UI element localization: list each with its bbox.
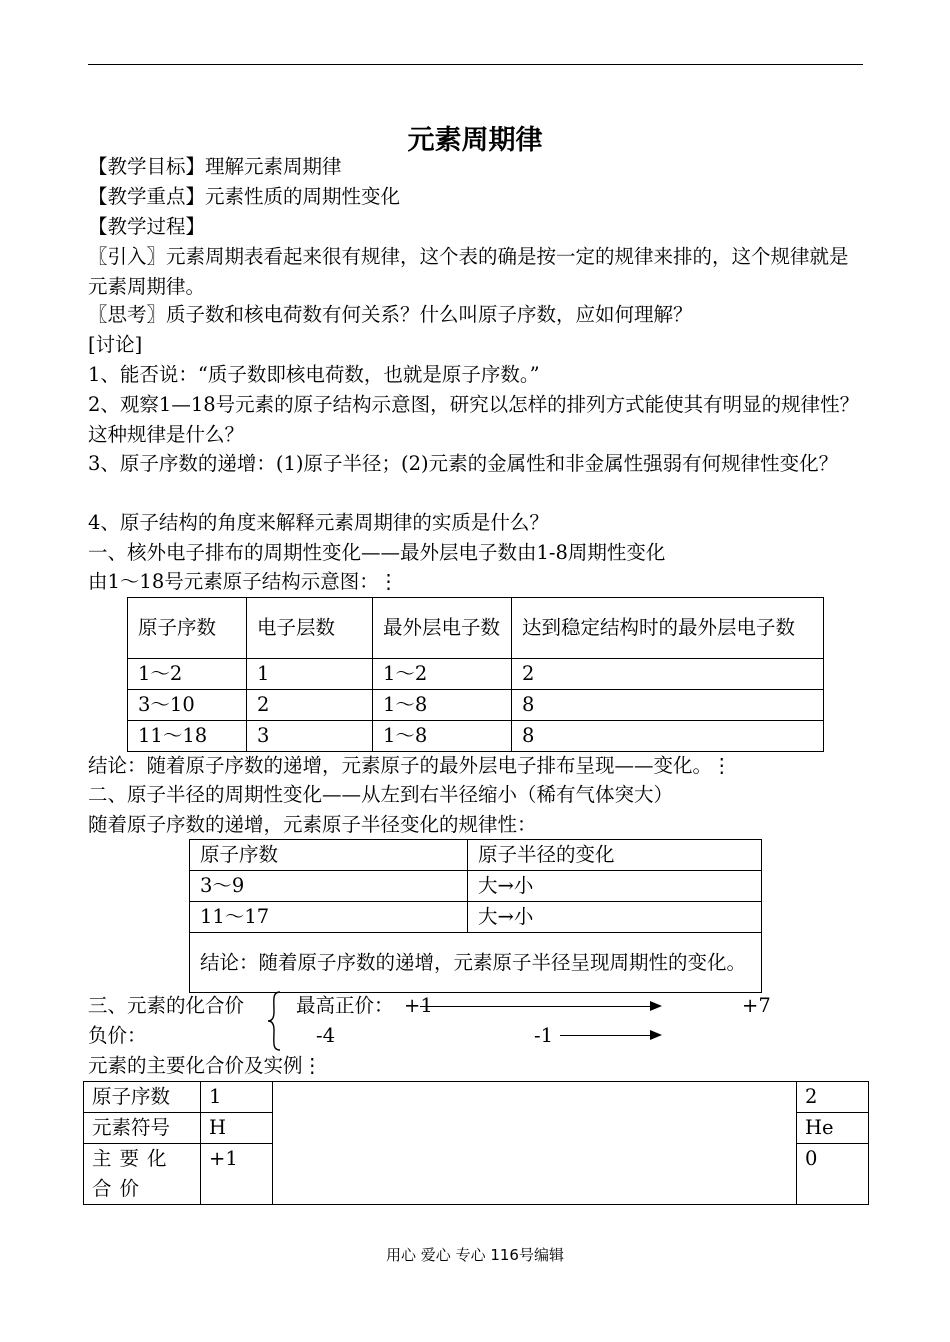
- table-cell: 2: [797, 1082, 869, 1113]
- table-cell: 1～2: [128, 659, 247, 690]
- table-cell: 0: [797, 1144, 869, 1205]
- label-text-justified: 主要化合价: [92, 1147, 175, 1200]
- question-2: 2、观察1—18号元素的原子结构示意图，研究以怎样的排列方式能使其有明显的规律性？这种规律是什么？: [88, 393, 860, 446]
- max-positive-valence-label: 最高正价：: [296, 994, 394, 1017]
- table-row: [128, 690, 824, 721]
- table-cell: 11～17: [190, 902, 468, 933]
- table-cell: 8: [512, 690, 824, 721]
- page-footer: 用心 爱心 专心 116号编辑: [386, 1246, 564, 1264]
- section-2-heading: 二、原子半径的周期性变化——从左到右半径缩小（稀有气体突大）: [88, 783, 674, 806]
- table-header-cell: 原子序数: [190, 840, 468, 871]
- table-label-cell: 原子序数: [84, 1082, 201, 1113]
- arrow-right-icon: [650, 1001, 662, 1011]
- teaching-process-heading: 【教学过程】: [88, 215, 206, 238]
- teaching-goal: 【教学目标】理解元素周期律: [88, 155, 342, 178]
- table-row: [190, 840, 762, 871]
- table-header-cell: [373, 598, 512, 659]
- page-title: 元素周期律: [407, 125, 543, 156]
- table-cell: H: [201, 1113, 273, 1144]
- positive-arrow-line: [420, 1006, 650, 1007]
- table-header-cell: 原子半径的变化: [468, 840, 762, 871]
- positive-valence-start: +1: [404, 994, 433, 1017]
- table-row: [128, 598, 824, 659]
- section-3-heading: 三、元素的化合价: [88, 994, 245, 1017]
- section-1-subheading: 由1～18号元素原子结构示意图：⋮: [88, 570, 399, 593]
- table-cell: 11～18: [128, 721, 247, 752]
- negative-valence-end: -1: [534, 1024, 553, 1047]
- table-row: [84, 1082, 869, 1113]
- negative-valence-label: 负价：: [88, 1024, 147, 1047]
- table-conclusion-cell: 结论：随着原子序数的递增，元素原子半径呈现周期性的变化。: [190, 933, 762, 993]
- table-cell: +1: [201, 1144, 273, 1205]
- arrow-right-icon: [650, 1030, 662, 1040]
- table-row: [190, 902, 762, 933]
- header-rule: [88, 64, 863, 65]
- table-cell: 大→小: [468, 902, 762, 933]
- discuss-heading: [讨论]: [88, 333, 143, 356]
- table-header-cell: 达到稳定结构时的最外层电子数: [512, 598, 824, 659]
- table-cell: 1: [247, 659, 373, 690]
- positive-valence-end: +7: [742, 994, 771, 1017]
- table-cell: 1～8: [373, 690, 512, 721]
- table-row: [128, 721, 824, 752]
- valence-examples-table: [83, 1081, 869, 1205]
- table-cell: 3: [247, 721, 373, 752]
- table-cell: 2: [512, 659, 824, 690]
- teaching-focus: 【教学重点】元素性质的周期性变化: [88, 185, 401, 208]
- table-row: [128, 659, 824, 690]
- conclusion-1: 结论：随着原子序数的递增，元素原子的最外层电子排布呈现——变化。⋮: [88, 754, 732, 777]
- table-row: [190, 871, 762, 902]
- table-header-cell: 电子层数: [247, 598, 373, 659]
- table-cell: 大→小: [468, 871, 762, 902]
- section-3-subheading: 元素的主要化合价及实例⋮: [88, 1054, 323, 1077]
- brace-icon: [264, 990, 286, 1052]
- question-1: 1、能否说：“质子数即核电荷数，也就是原子序数。”: [88, 363, 540, 386]
- section-2-subheading: 随着原子序数的递增，元素原子半径变化的规律性：: [88, 813, 537, 836]
- table-cell: 3～10: [128, 690, 247, 721]
- table-cell: 8: [512, 721, 824, 752]
- table-header-cell: 原子序数: [128, 598, 247, 659]
- header-text-justified: 最外层电子数: [383, 616, 501, 639]
- table-cell: 2: [247, 690, 373, 721]
- table-cell: 1～2: [373, 659, 512, 690]
- negative-valence-start: -4: [316, 1024, 335, 1047]
- think-paragraph: 〖思考〗质子数和核电荷数有何关系？什么叫原子序数，应如何理解？: [88, 303, 693, 326]
- table-cell: 3～9: [190, 871, 468, 902]
- table-cell: 1～8: [373, 721, 512, 752]
- table-label-cell: 元素符号: [84, 1113, 201, 1144]
- table-cell: He: [797, 1113, 869, 1144]
- question-3: 3、原子序数的递增：(1)原子半径；(2)元素的金属性和非金属性强弱有何规律性变化？: [88, 452, 839, 475]
- section-1-heading: 一、核外电子排布的周期性变化——最外层电子数由1-8周期性变化: [88, 541, 666, 564]
- table-cell: 1: [201, 1082, 273, 1113]
- intro-paragraph: 〖引入〗元素周期表看起来很有规律，这个表的确是按一定的规律来排的，这个规律就是元素周期律。: [88, 245, 849, 298]
- table-empty-area: [273, 1082, 797, 1205]
- negative-arrow-line: [560, 1035, 650, 1036]
- atomic-radius-table: [189, 839, 762, 993]
- table-label-cell: [84, 1144, 201, 1205]
- question-4: 4、原子结构的角度来解释元素周期律的实质是什么？: [88, 511, 549, 534]
- table-row: [190, 933, 762, 993]
- electron-layer-table: [127, 597, 824, 752]
